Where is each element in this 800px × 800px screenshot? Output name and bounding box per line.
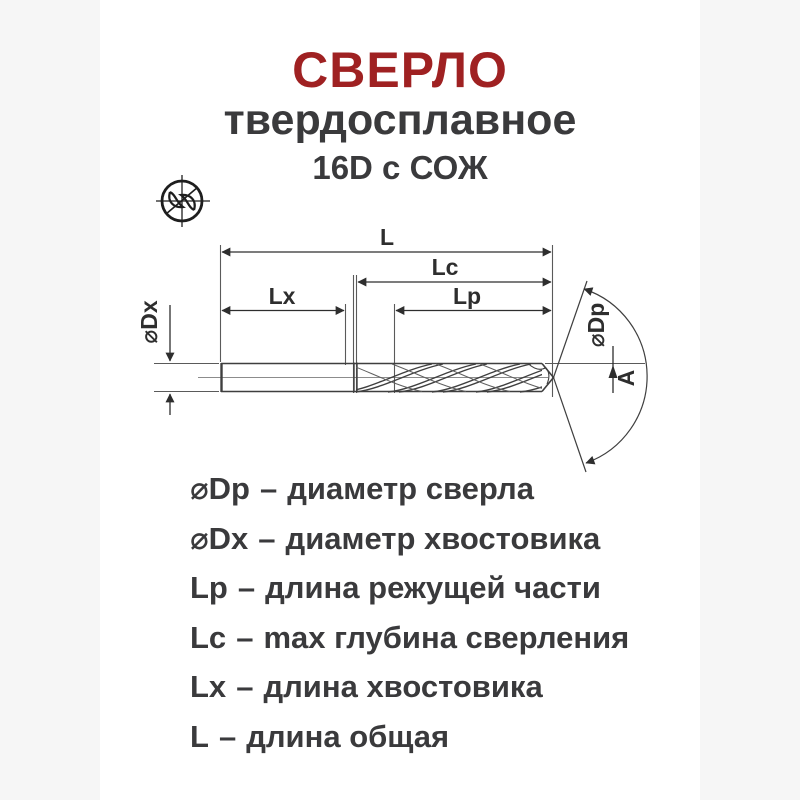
legend bbox=[190, 464, 670, 761]
legend-term: Lp bbox=[190, 570, 228, 605]
legend-dash: – bbox=[260, 471, 278, 506]
variant-label: 16D с СОЖ bbox=[312, 149, 488, 186]
legend-dash: – bbox=[236, 669, 254, 704]
legend-desc: диаметр хвостовика bbox=[285, 520, 601, 556]
list-item bbox=[190, 514, 670, 564]
legend-desc: длина общая bbox=[246, 718, 450, 754]
legend-desc: длина режущей части bbox=[265, 570, 601, 605]
dim-label-Dp: ⌀Dp bbox=[583, 302, 609, 348]
legend-term: Lx bbox=[190, 669, 227, 704]
page-subtitle: твердосплавное bbox=[223, 96, 577, 144]
dim-label-Lp: Lp bbox=[452, 283, 482, 309]
legend-dash: – bbox=[236, 619, 254, 655]
legend-term: L bbox=[190, 718, 209, 754]
list-item bbox=[190, 464, 670, 514]
dim-label-Lx: Lx bbox=[268, 283, 296, 309]
legend-desc: длина хвостовика bbox=[263, 669, 543, 704]
dim-label-A: A bbox=[613, 369, 639, 387]
legend-desc: max глубина сверления bbox=[263, 619, 630, 655]
page-title: СВЕРЛО bbox=[292, 42, 508, 98]
legend-dash: – bbox=[258, 520, 276, 556]
legend-term: Lc bbox=[190, 619, 227, 655]
legend-dash: – bbox=[237, 570, 256, 605]
legend-dash: – bbox=[218, 718, 237, 754]
list-item bbox=[190, 563, 670, 613]
drill-end-view-icon bbox=[153, 172, 213, 232]
legend-desc: диаметр сверла bbox=[287, 471, 534, 506]
dim-label-L: L bbox=[379, 225, 395, 250]
list-item bbox=[190, 662, 670, 712]
legend-term: ⌀Dx bbox=[190, 520, 249, 556]
dim-label-Dx: ⌀Dx bbox=[136, 300, 162, 344]
dim-label-Lc: Lc bbox=[431, 254, 459, 280]
drill-technical-drawing bbox=[100, 225, 700, 485]
content-panel bbox=[100, 0, 700, 800]
legend-term: ⌀Dp bbox=[190, 471, 250, 506]
list-item bbox=[190, 613, 670, 663]
list-item bbox=[190, 712, 670, 762]
